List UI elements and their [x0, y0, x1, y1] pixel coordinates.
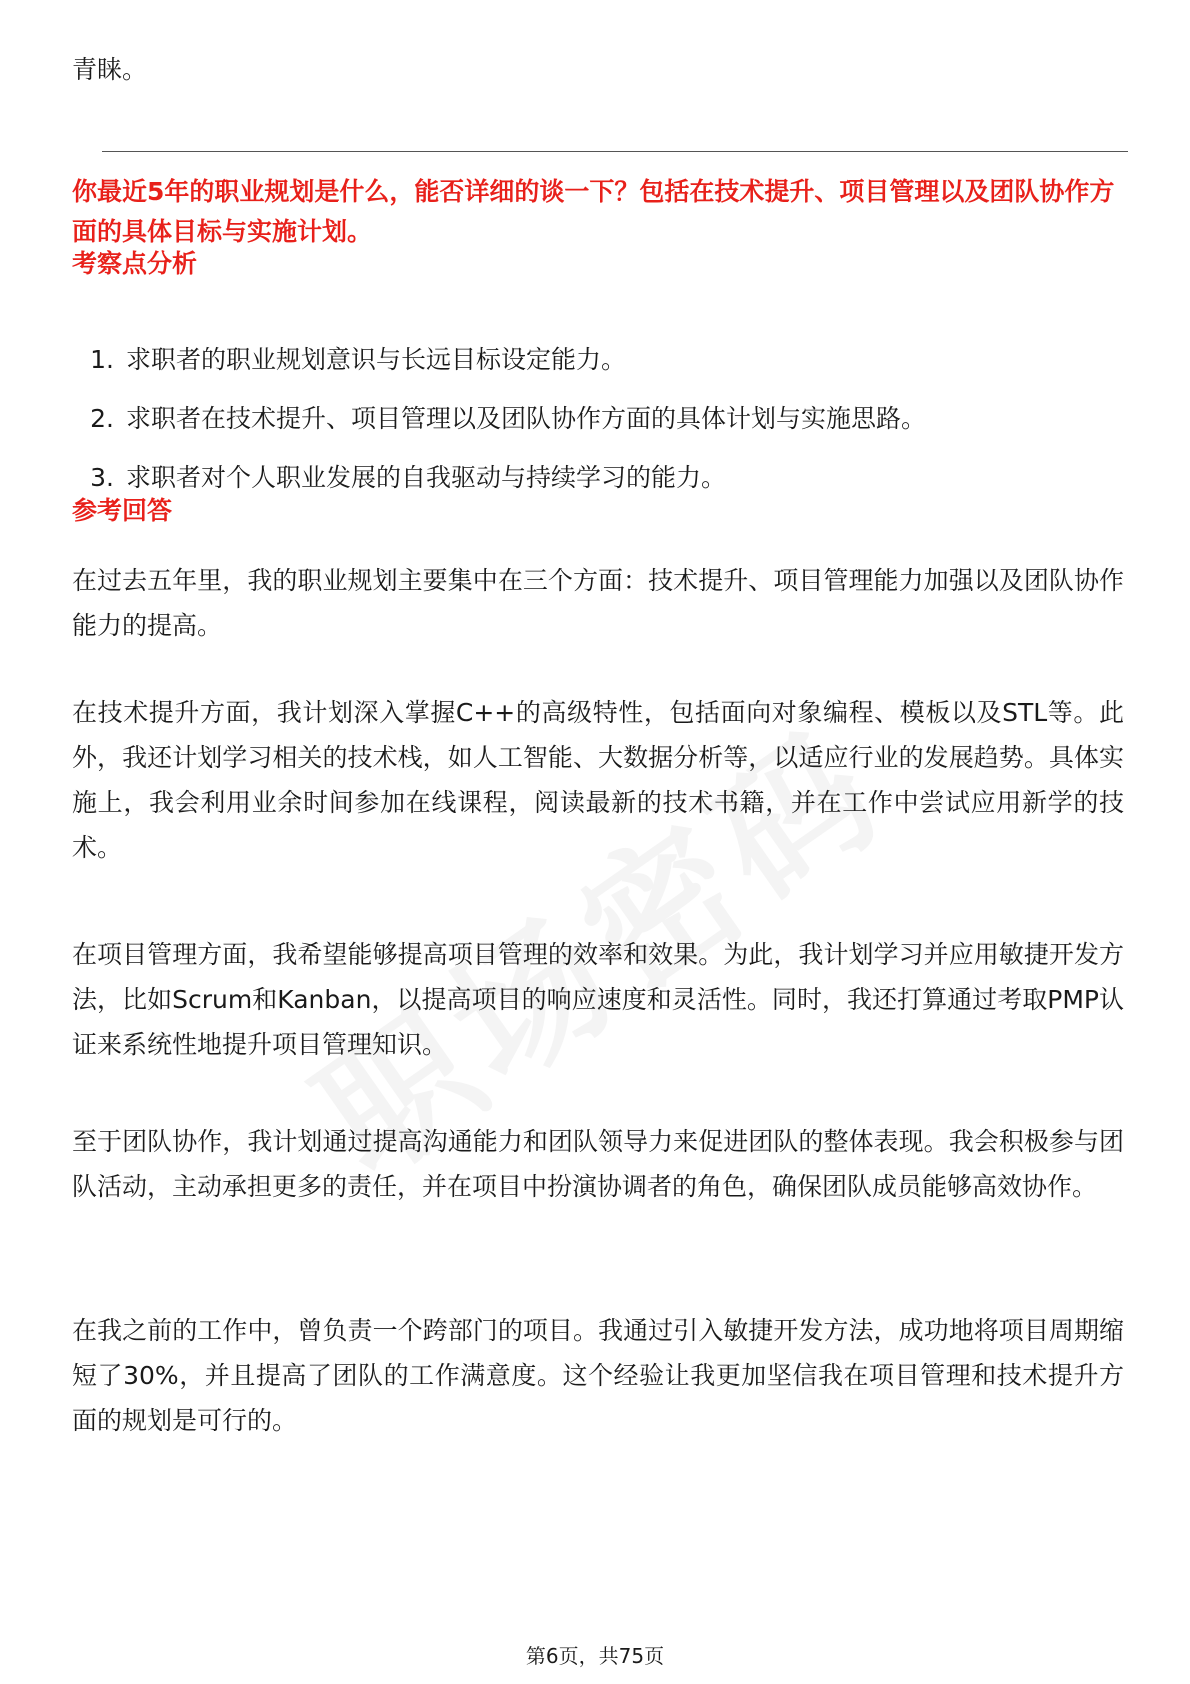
answer-paragraph: 至于团队协作，我计划通过提高沟通能力和团队领导力来促进团队的整体表现。我会积极参与团队活动，主动承担更多的责任，并在项目中扮演协调者的角色，确保团队成员能够高效协作。: [72, 1127, 1124, 1201]
list-item-number: 3.: [90, 463, 114, 492]
page-footer: 第6页，共75页: [525, 1644, 665, 1668]
question-title: 你最近5年的职业规划是什么，能否详细的谈一下？包括在技术提升、项目管理以及团队协作方面的具体目标与实施计划。: [72, 177, 1115, 246]
answer-heading: 参考回答: [72, 496, 173, 525]
list-item-text: 求职者在技术提升、项目管理以及团队协作方面的具体计划与实施思路。: [126, 404, 927, 433]
divider: [102, 151, 1128, 152]
answer-paragraph: 在项目管理方面，我希望能够提高项目管理的效率和效果。为此，我计划学习并应用敏捷开发方法，比如Scrum和Kanban，以提高项目的响应速度和灵活性。同时，我还打算通过考取PMP认证来系统性地提升项目管理知识。: [72, 940, 1124, 1059]
leading-text: 青睐。: [72, 55, 148, 84]
analysis-heading: 考察点分析: [72, 249, 198, 278]
list-item: [72, 458, 1122, 517]
analysis-list: [72, 340, 1122, 517]
answer-paragraph: 在技术提升方面，我计划深入掌握C++的高级特性，包括面向对象编程、模板以及STL等。此外，我还计划学习相关的技术栈，如人工智能、大数据分析等，以适应行业的发展趋势。具体实施上，我会利用业余时间参加在线课程，阅读最新的技术书籍，并在工作中尝试应用新学的技术。: [72, 698, 1124, 862]
list-item: [72, 340, 1122, 399]
answer-paragraph: 在我之前的工作中，曾负责一个跨部门的项目。我通过引入敏捷开发方法，成功地将项目周期缩短了30%，并且提高了团队的工作满意度。这个经验让我更加坚信我在项目管理和技术提升方面的规划是可行的。: [72, 1316, 1124, 1435]
list-item-text: 求职者的职业规划意识与长远目标设定能力。: [126, 345, 627, 374]
list-item-text: 求职者对个人职业发展的自我驱动与持续学习的能力。: [126, 463, 727, 492]
list-item-number: 1.: [90, 345, 114, 374]
list-item-number: 2.: [90, 404, 114, 433]
answer-paragraph: 在过去五年里，我的职业规划主要集中在三个方面：技术提升、项目管理能力加强以及团队协作能力的提高。: [72, 566, 1124, 640]
list-item: [72, 399, 1122, 458]
